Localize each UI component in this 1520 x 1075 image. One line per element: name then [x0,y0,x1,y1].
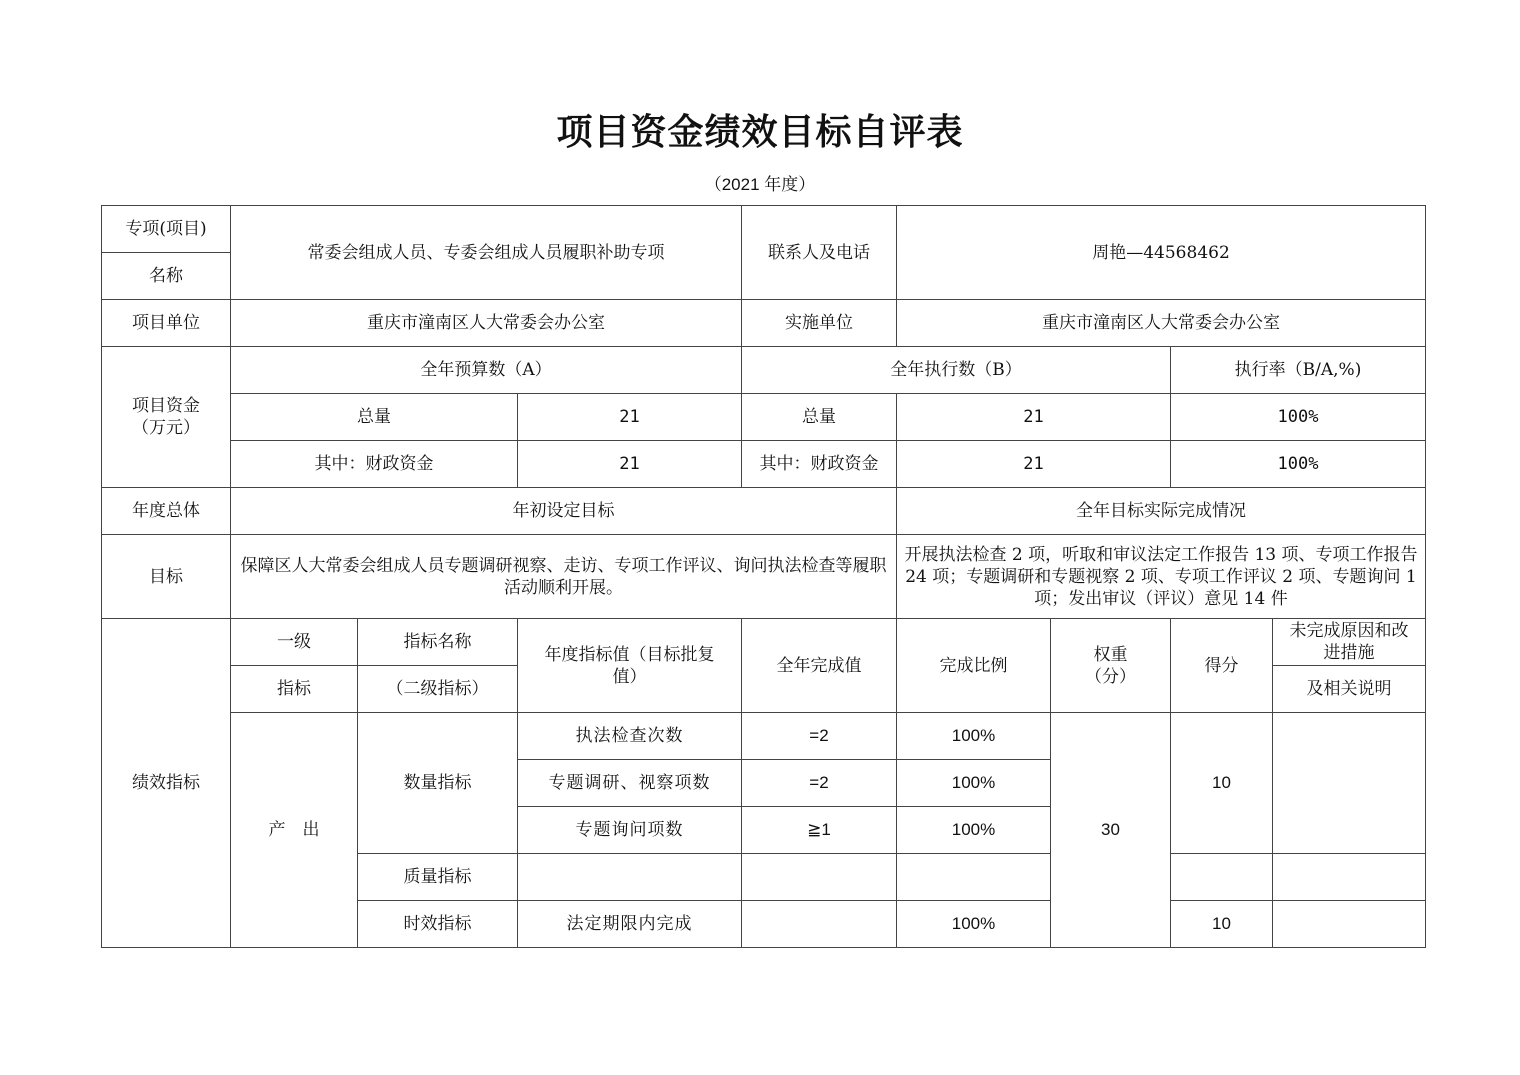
perf-done-cell: ≧1 [742,807,897,854]
perf-done-cell [742,901,897,948]
form-title: 项目资金绩效目标自评表 [556,112,964,153]
perf-ratio-cell [897,854,1051,901]
funds-total-label-a: 总量 [231,394,518,441]
project-name-label-1: 专项(项目) [102,206,231,253]
perf-h-target: 年度指标值（目标批复值） [518,619,742,713]
perf-ratio-cell: 100% [897,807,1051,854]
goal-actual-text: 开展执法检查 2 项，听取和审议法定工作报告 13 项、专项工作报告 24 项；专题调研和专题视察 2 项、专项工作评议 2 项、专题询问 1 项；发出审议（评议）意见 14 件 [897,535,1426,619]
funds-total-rate: 100% [1171,394,1426,441]
project-name-label-2: 名称 [102,253,231,300]
form-year: （2021 年度） [704,175,816,194]
perf-ratio-cell: 100% [897,760,1051,807]
perf-weight-value: 30 [1051,713,1171,948]
funds-fiscal-rate: 100% [1171,441,1426,488]
perf-ratio-cell: 100% [897,713,1051,760]
goal-set-header: 年初设定目标 [231,488,897,535]
perf-target-cell: 专题调研、视察项数 [518,760,742,807]
goal-label-2: 目标 [102,535,231,619]
perf-target-cell: 专题询问项数 [518,807,742,854]
perf-score-timeliness: 10 [1171,901,1273,948]
impl-unit-label: 实施单位 [742,300,897,347]
project-name-value: 常委会组成人员、专委会组成人员履职补助专项 [231,206,742,300]
perf-ratio-cell: 100% [897,901,1051,948]
perf-target-cell [518,854,742,901]
funds-total-a: 21 [518,394,742,441]
perf-score-quantity: 10 [1171,713,1273,854]
perf-reason-quantity [1273,713,1426,854]
perf-h-done: 全年完成值 [742,619,897,713]
self-evaluation-table [101,205,1426,948]
perf-h-ratio: 完成比例 [897,619,1051,713]
perf-target-cell: 执法检查次数 [518,713,742,760]
funds-fiscal-label-b: 其中：财政资金 [742,441,897,488]
perf-score-quality [1171,854,1273,901]
perf-label: 绩效指标 [102,619,231,948]
perf-group-timeliness: 时效指标 [358,901,518,948]
perf-group-quality: 质量指标 [358,854,518,901]
funds-total-label-b: 总量 [742,394,897,441]
funds-fiscal-label-a: 其中：财政资金 [231,441,518,488]
perf-done-cell [742,854,897,901]
perf-h-score: 得分 [1171,619,1273,713]
perf-h-name-b: （二级指标） [358,666,518,713]
perf-reason-timeliness [1273,901,1426,948]
perf-h-name-a: 指标名称 [358,619,518,666]
perf-group-quantity: 数量指标 [358,713,518,854]
perf-h-reason-a: 未完成原因和改进措施 [1273,619,1426,666]
perf-h-reason-b: 及相关说明 [1273,666,1426,713]
funds-total-b: 21 [897,394,1171,441]
perf-done-cell: =2 [742,760,897,807]
funds-label: 项目资金（万元） [102,347,231,488]
project-unit-label: 项目单位 [102,300,231,347]
contact-value: 周艳—44568462 [897,206,1426,300]
budget-header: 全年预算数（A） [231,347,742,394]
perf-reason-quality [1273,854,1426,901]
funds-fiscal-a: 21 [518,441,742,488]
perf-h-level1-b: 指标 [231,666,358,713]
perf-done-cell: =2 [742,713,897,760]
exec-header: 全年执行数（B） [742,347,1171,394]
funds-fiscal-b: 21 [897,441,1171,488]
perf-level1-output: 产 出 [231,713,358,948]
perf-h-weight: 权重（分） [1051,619,1171,713]
goal-label-1: 年度总体 [102,488,231,535]
rate-header: 执行率（B/A,%) [1171,347,1426,394]
project-unit-value: 重庆市潼南区人大常委会办公室 [231,300,742,347]
impl-unit-value: 重庆市潼南区人大常委会办公室 [897,300,1426,347]
perf-target-cell: 法定期限内完成 [518,901,742,948]
contact-label: 联系人及电话 [742,206,897,300]
perf-h-level1-a: 一级 [231,619,358,666]
goal-set-text: 保障区人大常委会组成人员专题调研视察、走访、专项工作评议、询问执法检查等履职活动顺利开展。 [231,535,897,619]
goal-actual-header: 全年目标实际完成情况 [897,488,1426,535]
